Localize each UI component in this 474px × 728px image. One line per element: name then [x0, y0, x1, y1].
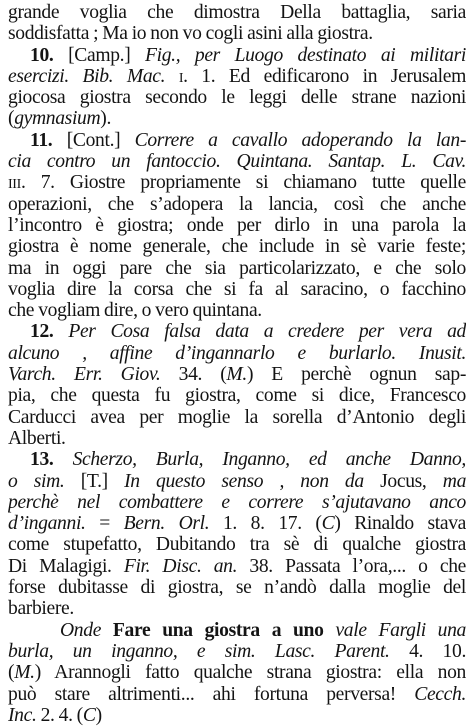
text-line: [8, 279, 466, 300]
text-line: [8, 534, 466, 555]
text-run: [101, 620, 113, 641]
text-run: [Cont.]: [52, 129, 135, 151]
text-run: Varch. Err. Giov.: [8, 364, 161, 386]
text-line: [8, 364, 466, 385]
sense-number: 11.: [30, 129, 53, 151]
text-run: voglia dire la corsa che si fa al saracino, o facchino: [8, 278, 466, 300]
text-line: [8, 45, 466, 66]
text-run: [53, 321, 68, 342]
text-run: pia, che questa fu giostra, come si dice, Francesco: [8, 385, 466, 407]
text-line: [8, 23, 466, 44]
text-run: soddisfatta ; Ma io non vo cogli asini alla giostra.: [8, 23, 373, 45]
text-run: che vogliam dire, o vero quintana.: [8, 300, 262, 322]
text-run: =: [85, 513, 124, 535]
text-run: alcuno , affine d’ingannarlo e burlarlo. Inusit.: [8, 342, 466, 364]
text-run: Fig., per Luogo destinato ai militari: [145, 44, 466, 66]
text-run: [53, 449, 72, 470]
text-run: [165, 66, 179, 87]
text-run: Alberti.: [8, 427, 66, 449]
text-run: 1. 8. 17. (: [209, 513, 322, 535]
text-run: Jocus,: [363, 470, 443, 492]
text-run: (: [8, 662, 15, 684]
text-run: come stupefatto, Dubitando tra sè di qualche giostra: [8, 534, 466, 556]
text-run: [Camp.]: [53, 44, 145, 66]
text-run: Onde: [60, 619, 102, 641]
text-run: iii: [8, 172, 21, 194]
text-run: [T.]: [64, 470, 125, 492]
text-run: C: [321, 513, 335, 535]
text-line: [8, 215, 466, 236]
text-line: [8, 130, 466, 151]
text-run: ) Arannogli fatto qualche strana giostra: ella non: [34, 662, 466, 684]
text-run: In questo senso , non da: [124, 470, 364, 492]
text-line: [8, 492, 466, 513]
text-run: burla, un inganno, e sim. Lasc. Parent.: [8, 640, 390, 662]
sense-number: 13.: [30, 449, 54, 471]
text-line: [8, 2, 466, 23]
text-line: [8, 556, 466, 577]
text-line: [8, 662, 466, 683]
text-run: grande voglia che dimostra Della battaglia, saria: [8, 2, 466, 23]
text-line: [8, 385, 466, 406]
text-line: [8, 258, 466, 279]
text-line: [8, 705, 466, 726]
text-line: [8, 194, 466, 215]
text-run: Bern. Orl.: [123, 513, 210, 535]
text-run: operazioni, che s’adopera la lancia, così che anche: [8, 193, 466, 215]
dictionary-entry-text: [8, 2, 466, 726]
text-run: [324, 620, 336, 641]
text-run: 4. 10.: [389, 640, 466, 662]
text-line: [8, 598, 466, 619]
text-run: gymnasium: [14, 108, 101, 130]
text-run: o sim.: [8, 470, 65, 492]
text-run: esercizi. Bib. Mac.: [8, 65, 166, 87]
text-run: Inc.: [8, 704, 37, 726]
text-line: [8, 449, 466, 470]
text-run: . 1. Ed edificarono in Jerusalem: [183, 65, 466, 87]
text-run: ) E perchè ognun sap-: [246, 364, 466, 386]
text-line: [8, 172, 466, 193]
text-run: d’inganni.: [8, 513, 86, 535]
text-run: ma: [442, 470, 466, 492]
text-run: (: [8, 108, 15, 130]
text-run: Scherzo, Burla, Inganno, ed anche Danno,: [72, 449, 466, 471]
text-run: forse dubitasse di giostra, se n’andò dalla moglie del: [8, 577, 466, 599]
text-run: Correre a cavallo adoperando la lan-: [134, 129, 466, 151]
text-line: [8, 343, 466, 364]
text-line: [8, 87, 466, 108]
text-line: [8, 684, 466, 705]
sense-number: 10.: [30, 44, 54, 66]
text-line: [8, 66, 466, 87]
text-run: perchè nel combattere e correre s’ajutavano anco: [8, 491, 466, 513]
text-run: giostra è nome generale, che include in sè varie feste;: [8, 236, 466, 258]
sense-number: 12.: [30, 321, 54, 343]
text-run: Di Malagigi.: [8, 555, 124, 577]
text-line: [8, 108, 466, 129]
text-line: [8, 428, 466, 449]
text-line: [8, 151, 466, 172]
text-run: giocosa giostra secondo le leggi delle strane nazioni: [8, 87, 466, 109]
text-run: C: [82, 704, 96, 726]
text-run: Fir. Disc. an.: [123, 555, 238, 577]
text-line: [8, 641, 466, 662]
text-line: [8, 620, 466, 641]
text-line: [8, 513, 466, 534]
text-run: Cecch.: [414, 683, 466, 705]
text-line: [8, 471, 466, 492]
text-run: Per Cosa falsa data a credere per vera ad: [68, 321, 466, 343]
text-run: vale Fargli una: [335, 619, 466, 641]
text-run: ).: [100, 108, 112, 130]
text-line: [8, 321, 466, 342]
text-run: l’incontro è giostra; onde per dirlo in una parola la: [8, 214, 466, 236]
text-run: 38. Passata l’ora,... o che: [237, 555, 466, 577]
text-run: Carducci avea per moglie la sorella d’Antonio degli: [8, 406, 466, 428]
text-run: 2. 4. (: [36, 704, 83, 726]
text-line: [8, 236, 466, 257]
text-run: barbiere.: [8, 598, 74, 620]
text-run: ) Rinaldo stava: [334, 513, 466, 535]
text-run: 34. (: [160, 364, 227, 386]
text-line: [8, 407, 466, 428]
text-line: [8, 577, 466, 598]
text-run: . 7. Giostre propriamente si chiamano tutte quelle: [20, 172, 466, 194]
text-run: cia contro un fantoccio. Quintana. Santap. L. Cav.: [8, 151, 466, 173]
text-line: [8, 300, 466, 321]
text-run: ): [95, 704, 102, 726]
text-run: può stare altrimenti... ahi fortuna perversa!: [8, 683, 415, 705]
text-run: i: [178, 65, 184, 87]
text-run: ma in oggi pare che sia particolarizzato, e che solo: [8, 257, 466, 279]
text-run: Fare una giostra a uno: [112, 619, 324, 641]
text-run: M.: [226, 364, 247, 386]
text-run: M.: [14, 662, 35, 684]
